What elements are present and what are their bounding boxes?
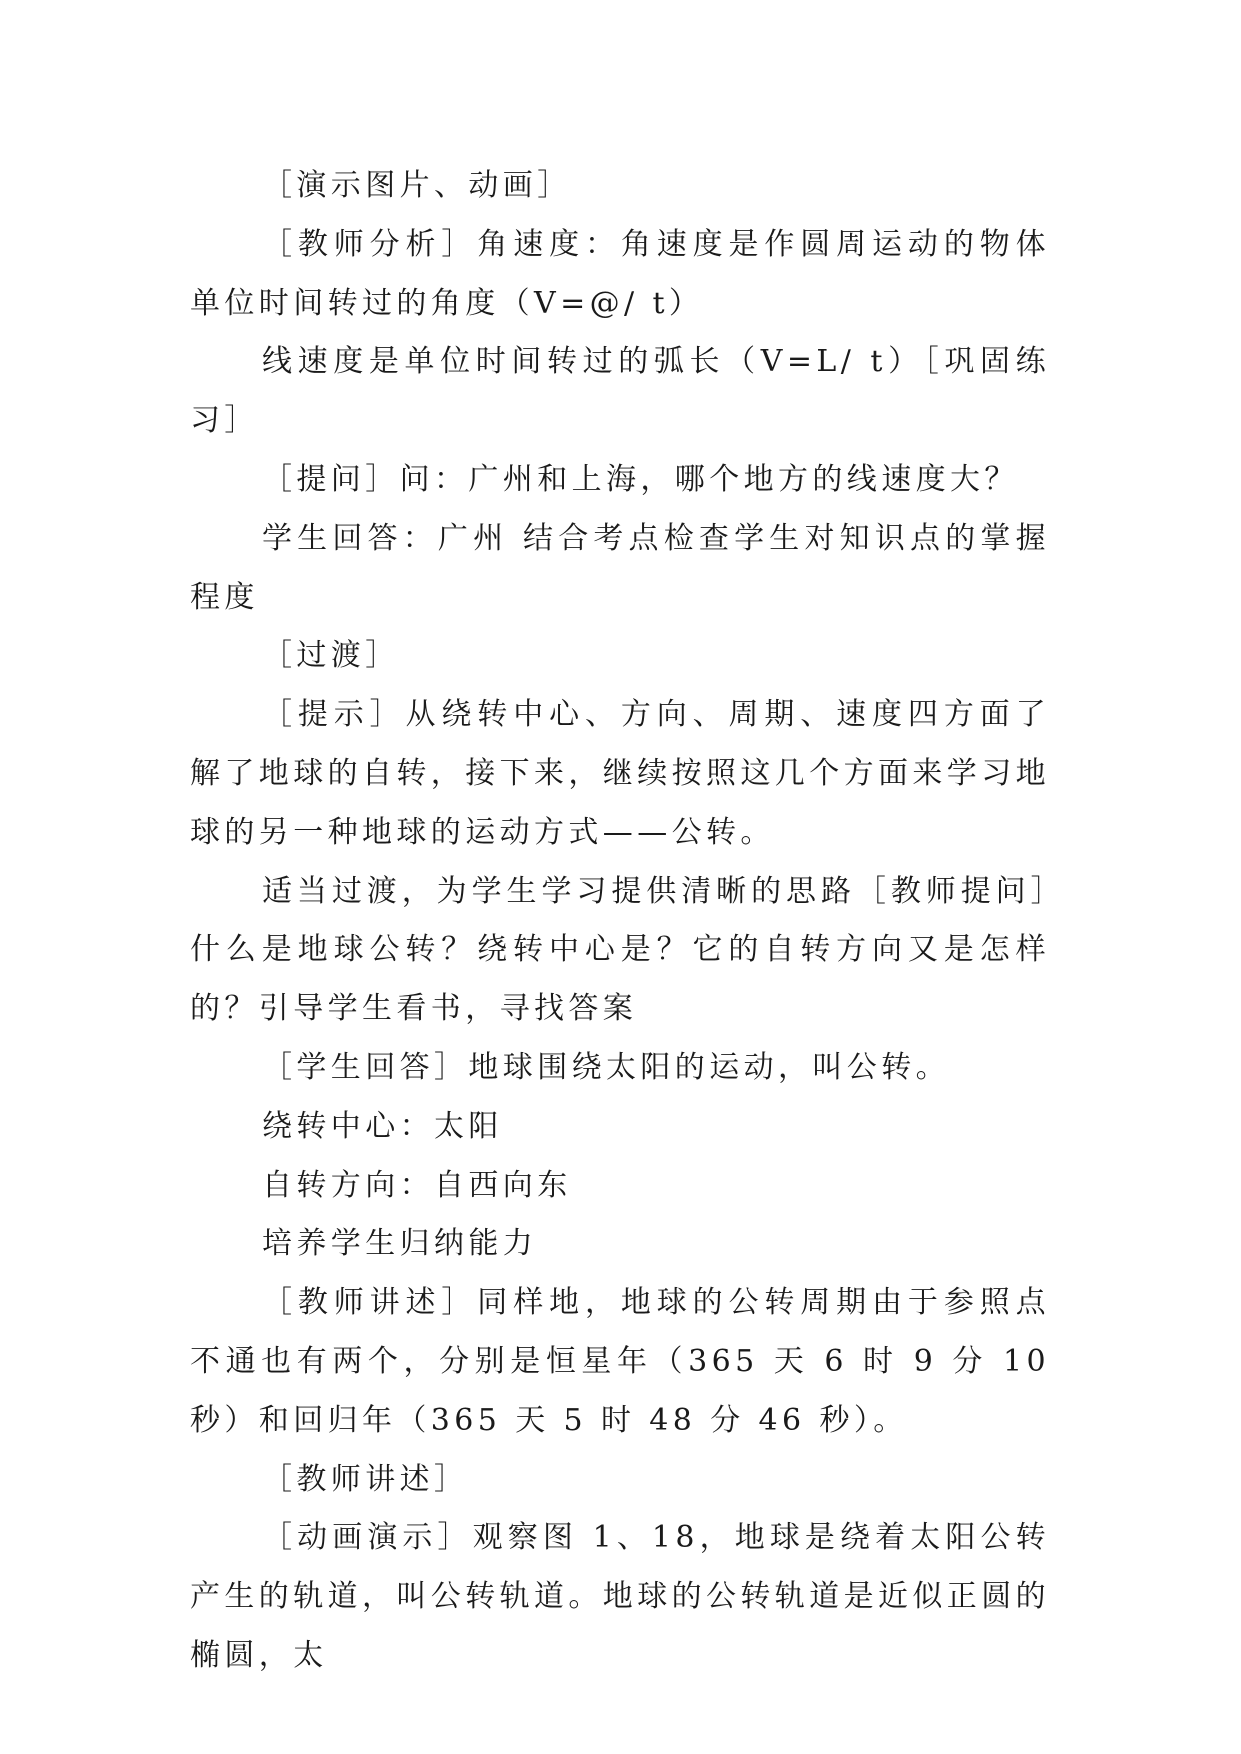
paragraph-teacher-narration: ［教师讲述］ <box>262 1461 469 1497</box>
paragraph-transition: ［过渡］ <box>262 638 400 674</box>
paragraph-animation-demo: ［动画演示］观察图 1、18，地球是绕着太阳公转产生的轨道，叫公转轨道。地球的公转轨道是近似正圆的椭圆，太 <box>190 1520 1050 1673</box>
paragraph-revolution-center: 绕转中心：太阳 <box>262 1108 503 1144</box>
paragraph-revolution-direction: 自转方向：自西向东 <box>262 1167 572 1203</box>
paragraph-revolution-period: ［教师讲述］同样地，地球的公转周期由于参照点不通也有两个，分别是恒星年（365 天 6 时 9 分 10 秒）和回归年（365 天 5 时 48 分 46 秒）。 <box>190 1285 1064 1438</box>
paragraph-revolution-answer: ［学生回答］地球围绕太阳的运动，叫公转。 <box>262 1049 950 1085</box>
paragraph-teacher-question: 适当过渡，为学生学习提供清晰的思路［教师提问］什么是地球公转？绕转中心是？它的自转方向又是怎样的？引导学生看书，寻找答案 <box>190 873 1050 1027</box>
paragraph-linear-velocity: 线速度是单位时间转过的弧长（V=L/ t）［巩固练习］ <box>190 344 1050 439</box>
paragraph-question: ［提问］问：广州和上海，哪个地方的线速度大？ <box>262 461 1019 497</box>
paragraph-induction-ability: 培养学生归纳能力 <box>262 1226 538 1262</box>
paragraph-student-answer: 学生回答：广州 结合考点检查学生对知识点的掌握程度 <box>190 520 1050 615</box>
document-page <box>190 157 1064 1686</box>
paragraph-demo-heading: ［演示图片、动画］ <box>262 168 572 203</box>
paragraph-angular-velocity: ［教师分析］角速度：角速度是作圆周运动的物体单位时间转过的角度（V=@/ t） <box>190 226 1050 321</box>
paragraph-hint: ［提示］从绕转中心、方向、周期、速度四方面了解了地球的自转，接下来，继续按照这几个方面来学习地球的另一种地球的运动方式——公转。 <box>190 697 1050 850</box>
